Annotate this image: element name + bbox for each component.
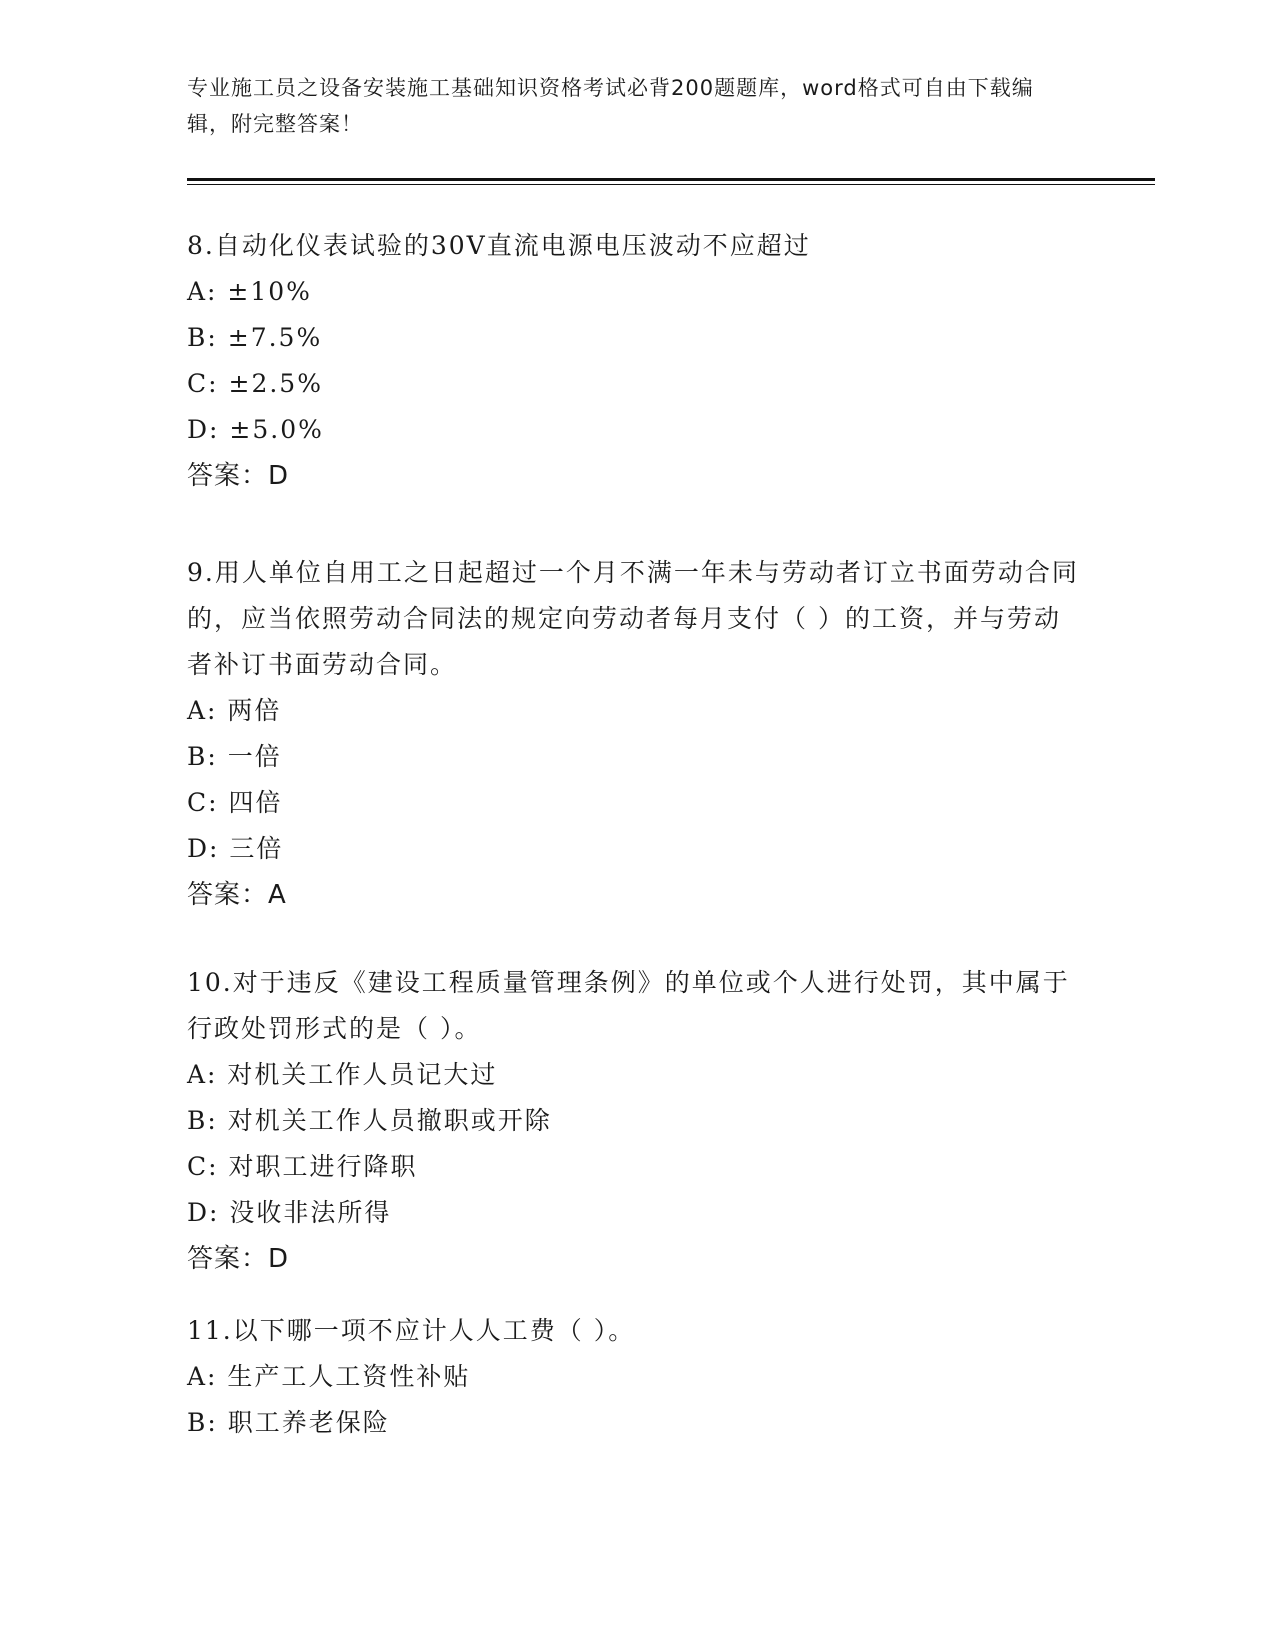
header-divider-thick	[187, 178, 1155, 181]
question-9	[187, 550, 1087, 918]
question-8	[187, 223, 1087, 499]
question-stem: 10.对于违反《建设工程质量管理条例》的单位或个人进行处罚，其中属于行政处罚形式的是（ ）。	[187, 968, 1070, 1043]
question-10	[187, 960, 1087, 1282]
option-c: C: 对职工进行降职	[187, 1152, 418, 1181]
answer-label: 答案：D	[187, 1244, 290, 1274]
option-c: C: ±2.5%	[187, 369, 323, 398]
option-d: D: 没收非法所得	[187, 1198, 392, 1227]
answer-label: 答案：A	[187, 880, 287, 910]
question-stem: 9.用人单位自用工之日起超过一个月不满一年未与劳动者订立书面劳动合同的，应当依照劳动合同法的规定向劳动者每月支付（ ）的工资，并与劳动者补订书面劳动合同。	[187, 558, 1079, 679]
option-a: A: 生产工人工资性补贴	[187, 1362, 471, 1391]
document-header: 专业施工员之设备安装施工基础知识资格考试必背200题题库，word格式可自由下载编辑，附完整答案！	[187, 76, 1034, 136]
question-11	[187, 1308, 1087, 1446]
answer-label: 答案：D	[187, 461, 290, 491]
option-b: B: 对机关工作人员撤职或开除	[187, 1106, 552, 1135]
option-a: A: 对机关工作人员记大过	[187, 1060, 498, 1089]
question-stem: 8.自动化仪表试验的30V直流电源电压波动不应超过	[187, 231, 811, 260]
option-b: B: 职工养老保险	[187, 1408, 390, 1437]
option-a: A: 两倍	[187, 696, 282, 725]
header-divider-thin	[187, 184, 1155, 185]
option-d: D: 三倍	[187, 834, 284, 863]
option-b: B: 一倍	[187, 742, 282, 771]
option-c: C: 四倍	[187, 788, 283, 817]
option-b: B: ±7.5%	[187, 323, 323, 352]
option-a: A: ±10%	[187, 277, 312, 306]
option-d: D: ±5.0%	[187, 415, 324, 444]
question-stem: 11.以下哪一项不应计人人工费（ ）。	[187, 1316, 636, 1345]
